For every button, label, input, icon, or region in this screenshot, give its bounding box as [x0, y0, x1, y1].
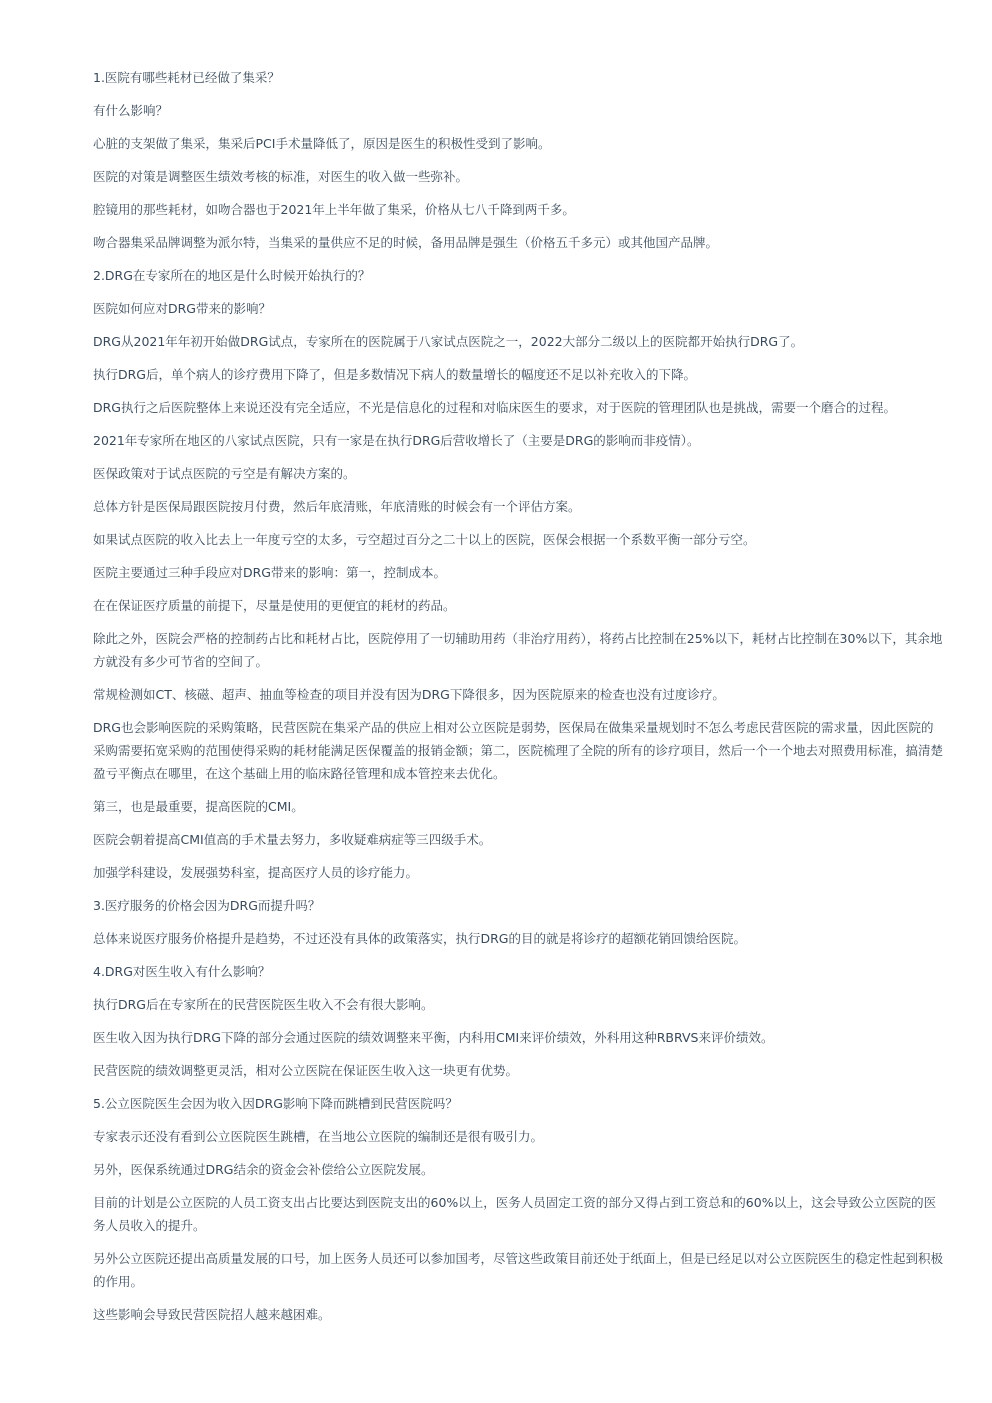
paragraph: 目前的计划是公立医院的人员工资支出占比要达到医院支出的60%以上，医务人员固定工资的部分又得占到工资总和的60%以上，这会导致公立医院的医务人员收入的提升。 — [93, 1195, 937, 1233]
paragraph: 医院主要通过三种手段应对DRG带来的影响：第一，控制成本。 — [93, 565, 446, 580]
paragraph: 这些影响会导致民营医院招人越来越困难。 — [93, 1307, 331, 1322]
paragraph: 吻合器集采品牌调整为派尔特，当集采的量供应不足的时候，备用品牌是强生（价格五千多元）或其他国产品牌。 — [93, 235, 719, 250]
paragraph: 医院的对策是调整医生绩效考核的标准，对医生的收入做一些弥补。 — [93, 169, 469, 184]
question-heading: 4.DRG对医生收入有什么影响？ — [93, 964, 271, 979]
paragraph: 2021年专家所在地区的八家试点医院，只有一家是在执行DRG后营收增长了（主要是DRG的影响而非疫情）。 — [93, 433, 700, 448]
paragraph: 总体来说医疗服务价格提升是趋势，不过还没有具体的政策落实，执行DRG的目的就是将诊疗的超额花销回馈给医院。 — [93, 931, 746, 946]
paragraph: 医保政策对于试点医院的亏空是有解决方案的。 — [93, 466, 356, 481]
paragraph: 另外公立医院还提出高质量发展的口号，加上医务人员还可以参加国考，尽管这些政策目前还处于纸面上，但是已经足以对公立医院医生的稳定性起到积极的作用。 — [93, 1251, 944, 1289]
paragraph: 腔镜用的那些耗材，如吻合器也于2021年上半年做了集采，价格从七八千降到两千多。 — [93, 202, 575, 217]
paragraph: 执行DRG后，单个病人的诊疗费用下降了，但是多数情况下病人的数量增长的幅度还不足以补充收入的下降。 — [93, 367, 696, 382]
paragraph: 医生收入因为执行DRG下降的部分会通过医院的绩效调整来平衡，内科用CMI来评价绩效，外科用这种RBRVS来评价绩效。 — [93, 1030, 774, 1045]
paragraph: 心脏的支架做了集采，集采后PCI手术量降低了，原因是医生的积极性受到了影响。 — [93, 136, 551, 151]
paragraph: 执行DRG后在专家所在的民营医院医生收入不会有很大影响。 — [93, 997, 434, 1012]
question-subheading: 医院如何应对DRG带来的影响？ — [93, 301, 271, 316]
paragraph: 另外，医保系统通过DRG结余的资金会补偿给公立医院发展。 — [93, 1162, 434, 1177]
paragraph: 除此之外，医院会严格的控制药占比和耗材占比，医院停用了一切辅助用药（非治疗用药），将药占比控制在25%以下，耗材占比控制在30%以下，其余地方就没有多少可节省的空间了。 — [93, 631, 943, 669]
paragraph: 常规检测如CT、核磁、超声、抽血等检查的项目并没有因为DRG下降很多，因为医院原来的检查也没有过度诊疗。 — [93, 687, 725, 702]
paragraph: 民营医院的绩效调整更灵活，相对公立医院在保证医生收入这一块更有优势。 — [93, 1063, 519, 1078]
paragraph: DRG执行之后医院整体上来说还没有完全适应，不光是信息化的过程和对临床医生的要求，对于医院的管理团队也是挑战，需要一个磨合的过程。 — [93, 400, 896, 415]
paragraph: 在在保证医疗质量的前提下，尽量是使用的更便宜的耗材的药品。 — [93, 598, 456, 613]
paragraph: 第三，也是最重要，提高医院的CMI。 — [93, 799, 304, 814]
paragraph: 加强学科建设，发展强势科室，提高医疗人员的诊疗能力。 — [93, 865, 419, 880]
question-heading: 3.医疗服务的价格会因为DRG而提升吗？ — [93, 898, 321, 913]
paragraph: 专家表示还没有看到公立医院医生跳槽，在当地公立医院的编制还是很有吸引力。 — [93, 1129, 544, 1144]
document-body — [93, 66, 945, 1336]
paragraph: 总体方针是医保局跟医院按月付费，然后年底清账，年底清账的时候会有一个评估方案。 — [93, 499, 581, 514]
paragraph: DRG从2021年年初开始做DRG试点，专家所在的医院属于八家试点医院之一，2022大部分二级以上的医院都开始执行DRG了。 — [93, 334, 804, 349]
question-subheading: 有什么影响？ — [93, 103, 169, 118]
paragraph: DRG也会影响医院的采购策略，民营医院在集采产品的供应上相对公立医院是弱势，医保局在做集采量规划时不怎么考虑民营医院的需求量，因此医院的采购需要拓宽采购的范围使得采购的耗材能满足医保覆盖的报销金额；第二，医院梳理了全院的所有的诊疗项目，然后一个一个地去对照费用标准，搞清楚盈亏平衡点在哪里，在这个基础上用的临床路径管理和成本管控来去优化。 — [93, 720, 944, 781]
paragraph: 医院会朝着提高CMI值高的手术量去努力，多收疑难病症等三四级手术。 — [93, 832, 492, 847]
paragraph: 如果试点医院的收入比去上一年度亏空的太多，亏空超过百分之二十以上的医院，医保会根据一个系数平衡一部分亏空。 — [93, 532, 756, 547]
question-heading: 5.公立医院医生会因为收入因DRG影响下降而跳槽到民营医院吗？ — [93, 1096, 458, 1111]
question-heading: 2.DRG在专家所在的地区是什么时候开始执行的？ — [93, 268, 371, 283]
question-heading: 1.医院有哪些耗材已经做了集采？ — [93, 70, 280, 85]
